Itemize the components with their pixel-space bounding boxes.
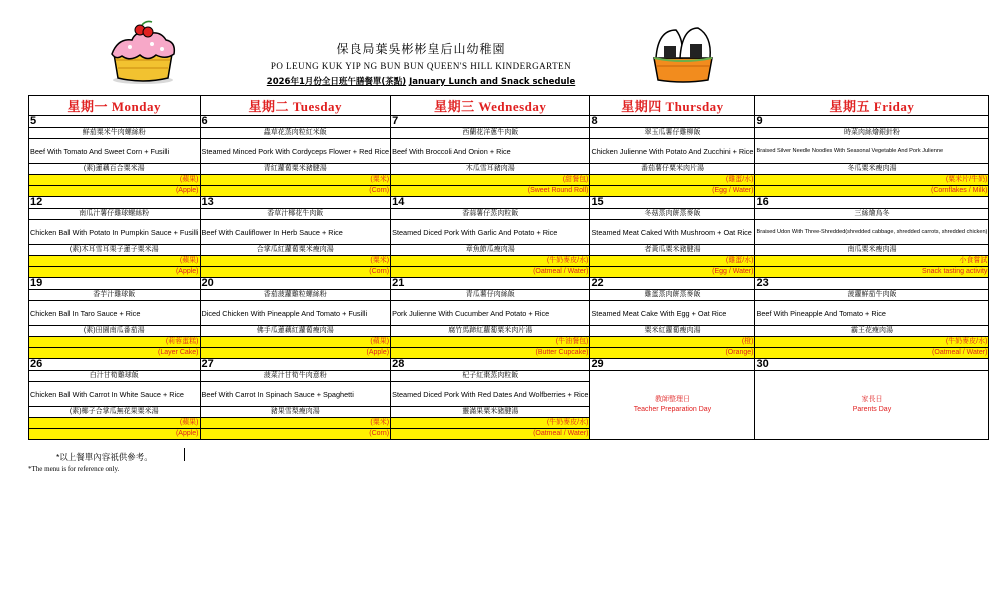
- lunch-en-cell: Braised Udon With Three-Shredded(shredded cabbage, shredded carrots, shredded chicken): [755, 220, 989, 245]
- soup-cell: 豬果雪梨瘦肉湯: [200, 407, 391, 418]
- date-cell: 21: [391, 278, 590, 290]
- snack-cn-cell: (粟米): [200, 418, 391, 429]
- snack-cn-cell: (甜餐包): [391, 175, 590, 186]
- lunch-cn-cell: 時菜肉絲燴銀針粉: [755, 128, 989, 139]
- soup-cell: 粟米紅蘿蔔瘦肉湯: [590, 326, 755, 337]
- lunch-cn-cell: 青瓜薯仔肉絲飯: [391, 290, 590, 301]
- lunch-cn-cell: 香茄菠蘿雞粒螺絲粉: [200, 290, 391, 301]
- lunch-cn-cell: 鮮茄粟米牛肉螺絲粉: [29, 128, 201, 139]
- week-2-lunch-en: [29, 220, 989, 245]
- lunch-en-cell: Steamed Diced Pork With Garlic And Potato + Rice: [391, 220, 590, 245]
- day-header-monday: 星期一 Monday: [29, 96, 201, 116]
- soup-cell: 佛手瓜蓮藕紅蘿蔔瘦肉湯: [200, 326, 391, 337]
- lunch-cn-cell: 蟲草花蒸肉粒紅米飯: [200, 128, 391, 139]
- menu-subtitle: [0, 75, 842, 87]
- week-1-soup: [29, 164, 989, 175]
- week-3-lunch-cn: [29, 290, 989, 301]
- week-2-snack-cn: [29, 256, 989, 267]
- snack-cn-cell: (橙): [590, 337, 755, 348]
- date-cell: 30: [755, 359, 989, 371]
- snack-en-cell: (Oatmeal / Water): [391, 429, 590, 440]
- date-cell: 29: [590, 359, 755, 371]
- soup-cell: (素)椰子合掌瓜無花果粟米湯: [29, 407, 201, 418]
- lunch-cn-cell: 香草汁椰花牛肉飯: [200, 209, 391, 220]
- event-thu-en: Teacher Preparation Day: [633, 406, 712, 413]
- soup-cell: 合掌瓜紅蘿蔔粟米瘦肉湯: [200, 245, 391, 256]
- event-thu-cn: 教師整理日: [654, 396, 690, 403]
- snack-cn-cell: (牛奶麥皮/水): [755, 337, 989, 348]
- snack-cn-cell: (蘋果): [200, 337, 391, 348]
- lunch-cn-cell: 雞蛋蒸肉餅蒸麥飯: [590, 290, 755, 301]
- snack-cn-cell: (牛奶麥皮/水): [391, 418, 590, 429]
- date-cell: 15: [590, 197, 755, 209]
- date-cell: 8: [590, 116, 755, 128]
- date-cell: 7: [391, 116, 590, 128]
- lunch-cn-cell: 南瓜汁薯仔雞球螺絲粉: [29, 209, 201, 220]
- week-2-dates: [29, 197, 989, 209]
- snack-en-cell: (Oatmeal / Water): [391, 267, 590, 278]
- day-header-wednesday: 星期三 Wednesday: [391, 96, 590, 116]
- date-cell: 20: [200, 278, 391, 290]
- snack-cn-cell: (粟米): [200, 175, 391, 186]
- soup-cell: 靈滿果粟米豬腱湯: [391, 407, 590, 418]
- week-4-dates: [29, 359, 989, 371]
- lunch-en-cell: Pork Julienne With Cucumber And Potato + Rice: [391, 301, 590, 326]
- lunch-en-cell: Steamed Meat Cake With Egg + Oat Rice: [590, 301, 755, 326]
- day-header-friday: 星期五 Friday: [755, 96, 989, 116]
- lunch-cn-cell: 翠玉瓜薯仔雞柳飯: [590, 128, 755, 139]
- date-cell: 23: [755, 278, 989, 290]
- snack-cn-cell: (粟米): [200, 256, 391, 267]
- menu-subtitle-chinese: 2026年1月份全日班午膳餐單(茶點): [266, 77, 407, 87]
- snack-cn-cell: (蘋果): [29, 175, 201, 186]
- snack-en-cell: (Oatmeal / Water): [755, 348, 989, 359]
- week-1-lunch-cn: [29, 128, 989, 139]
- date-cell: 12: [29, 197, 201, 209]
- soup-cell: 木瓜雪耳豬肉湯: [391, 164, 590, 175]
- snack-en-cell: (Butter Cupcake): [391, 348, 590, 359]
- date-cell: 19: [29, 278, 201, 290]
- date-cell: 9: [755, 116, 989, 128]
- school-name-chinese: 保良局葉吳彬彬皇后山幼稚園: [336, 42, 506, 56]
- date-cell: 5: [29, 116, 201, 128]
- soup-cell: 冬瓜粟米瘦肉湯: [755, 164, 989, 175]
- soup-cell: 南瓜粟米瘦肉湯: [755, 245, 989, 256]
- snack-cn-cell: (雞蛋/水): [590, 256, 755, 267]
- school-name-english: PO LEUNG KUK YIP NG BUN BUN QUEEN'S HILL KINDERGARTEN: [270, 61, 572, 71]
- week-4-lunch-cn: [29, 371, 989, 382]
- menu-subtitle-english: January Lunch and Snack schedule: [409, 77, 576, 87]
- snack-cn-cell: 小食嘗試: [755, 256, 989, 267]
- lunch-cn-cell: 白汁甘筍雞球飯: [29, 371, 201, 382]
- teacher-preparation-day: [590, 371, 755, 440]
- snack-cn-cell: (牛奶麥皮/水): [391, 256, 590, 267]
- lunch-en-cell: Beef With Carrot In Spinach Sauce + Spaghetti: [200, 382, 391, 407]
- table-edge-line: [184, 448, 185, 461]
- snack-en-cell: (Apple): [29, 429, 201, 440]
- snack-en-cell: (Corn): [200, 429, 391, 440]
- soup-cell: 番茄薯仔粟米肉片湯: [590, 164, 755, 175]
- lunch-en-cell: Beef With Cauliflower In Herb Sauce + Rice: [200, 220, 391, 245]
- parents-day: [755, 371, 989, 440]
- date-cell: 16: [755, 197, 989, 209]
- lunch-en-cell: Chicken Ball In Taro Sauce + Rice: [29, 301, 201, 326]
- date-cell: 26: [29, 359, 201, 371]
- snack-cn-cell: (蘋果): [29, 418, 201, 429]
- lunch-en-cell: Chicken Ball With Potato In Pumpkin Sauce + Fusilli: [29, 220, 201, 245]
- date-cell: 14: [391, 197, 590, 209]
- week-3-snack-en: [29, 348, 989, 359]
- event-fri-en: Parents Day: [852, 406, 892, 413]
- lunch-en-cell: Chicken Ball With Carrot In White Sauce + Rice: [29, 382, 201, 407]
- lunch-en-cell: Beef With Broccoli And Onion + Rice: [391, 139, 590, 164]
- snack-cn-cell: (粟米片/牛奶): [755, 175, 989, 186]
- lunch-cn-cell: 西蘭花洋蔥牛肉飯: [391, 128, 590, 139]
- date-cell: 27: [200, 359, 391, 371]
- lunch-en-cell: Steamed Diced Pork With Red Dates And Wolfberries + Rice: [391, 382, 590, 407]
- footnote-english: *The menu is for reference only.: [28, 465, 120, 473]
- lunch-en-cell: Steamed Minced Pork With Cordyceps Flower + Red Rice: [200, 139, 391, 164]
- snack-cn-cell: (莉蓉蛋糕): [29, 337, 201, 348]
- week-2-soup: [29, 245, 989, 256]
- snack-en-cell: (Egg / Water): [590, 186, 755, 197]
- date-cell: 22: [590, 278, 755, 290]
- week-3-dates: [29, 278, 989, 290]
- snack-en-cell: (Layer Cake): [29, 348, 201, 359]
- snack-cn-cell: (雞蛋/水): [590, 175, 755, 186]
- soup-cell: 青紅蘿蔔粟米豬腱湯: [200, 164, 391, 175]
- lunch-en-cell: Braised Silver Needle Noodles With Seasonal Vegetable And Pork Julienne: [755, 139, 989, 164]
- lunch-en-cell: Steamed Meat Caked With Mushroom + Oat Rice: [590, 220, 755, 245]
- soup-cell: 者黃瓜粟米豬腱湯: [590, 245, 755, 256]
- date-cell: 6: [200, 116, 391, 128]
- lunch-menu-table: [28, 95, 989, 440]
- lunch-cn-cell: 香蒜薯仔蒸肉粒飯: [391, 209, 590, 220]
- week-1-lunch-en: [29, 139, 989, 164]
- snack-en-cell: (Apple): [29, 186, 201, 197]
- snack-en-cell: (Sweet Round Roll): [391, 186, 590, 197]
- date-cell: 13: [200, 197, 391, 209]
- day-header-tuesday: 星期二 Tuesday: [200, 96, 391, 116]
- soup-cell: 霸王花瘦肉湯: [755, 326, 989, 337]
- lunch-cn-cell: 冬菇蒸肉餅蒸麥飯: [590, 209, 755, 220]
- week-3-snack-cn: [29, 337, 989, 348]
- date-cell: 28: [391, 359, 590, 371]
- footnote-chinese: *以上餐單內容祇供參考。: [56, 452, 153, 462]
- soup-cell: (素)田園南瓜番茄湯: [29, 326, 201, 337]
- lunch-cn-cell: 香芋汁雞球飯: [29, 290, 201, 301]
- soup-cell: 腐竹馬蹄紅蘿蔔粟米肉片湯: [391, 326, 590, 337]
- snack-cn-cell: (蘋果): [29, 256, 201, 267]
- snack-en-cell: Snack tasting activity: [755, 267, 989, 278]
- snack-cn-cell: (牛油餐包): [391, 337, 590, 348]
- week-1-snack-cn: [29, 175, 989, 186]
- week-3-lunch-en: [29, 301, 989, 326]
- lunch-cn-cell: 菠蘿鮮茄牛肉飯: [755, 290, 989, 301]
- day-header-thursday: 星期四 Thursday: [590, 96, 755, 116]
- snack-en-cell: (Apple): [29, 267, 201, 278]
- week-1-snack-en: [29, 186, 989, 197]
- snack-en-cell: (Egg / Water): [590, 267, 755, 278]
- day-header-row: [29, 96, 989, 116]
- snack-en-cell: (Apple): [200, 348, 391, 359]
- week-3-soup: [29, 326, 989, 337]
- snack-en-cell: (Corn): [200, 267, 391, 278]
- lunch-en-cell: Beef With Pineapple And Tomato + Rice: [755, 301, 989, 326]
- snack-en-cell: (Orange): [590, 348, 755, 359]
- week-2-snack-en: [29, 267, 989, 278]
- week-2-lunch-cn: [29, 209, 989, 220]
- soup-cell: (素)木耳雪耳栗子蓮子粟米湯: [29, 245, 201, 256]
- lunch-en-cell: Chicken Julienne With Potato And Zucchini + Rice: [590, 139, 755, 164]
- event-fri-cn: 家長日: [861, 396, 883, 403]
- week-1-dates: [29, 116, 989, 128]
- snack-en-cell: (Corn): [200, 186, 391, 197]
- snack-en-cell: (Cornflakes / Milk): [755, 186, 989, 197]
- lunch-cn-cell: 三絲燴烏冬: [755, 209, 989, 220]
- lunch-en-cell: Diced Chicken With Pineapple And Tomato + Fusilli: [200, 301, 391, 326]
- lunch-cn-cell: 杞子紅棗蒸肉粒飯: [391, 371, 590, 382]
- lunch-cn-cell: 菠菜汁甘筍牛肉意粉: [200, 371, 391, 382]
- lunch-en-cell: Beef With Tomato And Sweet Corn + Fusilli: [29, 139, 201, 164]
- soup-cell: 章魚節瓜瘦肉湯: [391, 245, 590, 256]
- soup-cell: (素)蓮藕百合粟米湯: [29, 164, 201, 175]
